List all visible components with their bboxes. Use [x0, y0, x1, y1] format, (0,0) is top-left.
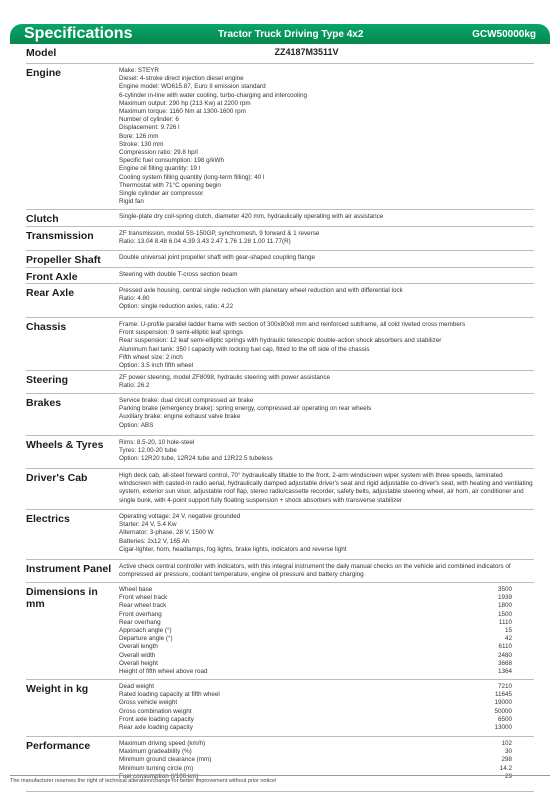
spec-line: Specific fuel consumption: 198 g/kWh: [119, 157, 225, 165]
dimensions-item-name: Overall height: [119, 659, 158, 667]
weight-item-value: 11645: [494, 691, 512, 699]
spec-content-propeller: [119, 254, 534, 267]
spec-label-performance: Performance: [26, 740, 91, 752]
performance-item-name: Maximum driving speed (km/h): [119, 740, 206, 747]
dimensions-item-value: 1364: [497, 668, 512, 676]
performance-item: [119, 756, 534, 764]
dimensions-item-value: 42: [504, 635, 512, 643]
spec-line: Diesel: 4-stroke direct injection diesel engine: [119, 75, 244, 83]
dimensions-item: [119, 586, 534, 594]
spec-content-clutch: [119, 213, 534, 226]
spec-line: Rims: 8.5-20, 10 hole-steel: [119, 439, 195, 446]
spec-row-chassis: [26, 318, 534, 371]
spec-row-electrics: [26, 510, 534, 560]
gcw-code: GCW50000kg: [472, 28, 536, 40]
spec-content-electrics: [119, 513, 534, 559]
spec-line: Fifth wheel size: 2 inch: [119, 353, 183, 361]
dimensions-item: [119, 652, 534, 660]
spec-line: Ratio: 13.04 8.48 6.04 4.39 3.43 2.47 1.76 1.28 1.00 11.77(R): [119, 238, 291, 246]
spec-content-cab: [119, 472, 534, 509]
spec-line: Ratio: 26.2: [119, 382, 150, 390]
spec-row-wheels: [26, 436, 534, 469]
dimensions-item-name: Front overhang: [119, 610, 162, 618]
weight-item-name: Gross combination weight: [119, 707, 192, 715]
spec-content-steering: [119, 374, 534, 393]
spec-line: Compression ratio: 29.8 hp/l: [119, 149, 198, 157]
spec-line: Ratio: 4.80: [119, 295, 150, 303]
spec-label-engine: Engine: [26, 67, 62, 79]
spec-line: Option: 12R20 tube, 12R24 tube and 12R22.5 tubeless: [119, 455, 273, 463]
spec-line: Tyres: 12.00-20 tube: [119, 447, 177, 455]
weight-item-value: 13000: [494, 724, 512, 732]
spec-content-rear_axle: [119, 287, 534, 317]
spec-row-weight: [26, 680, 534, 737]
spec-content-engine: [119, 67, 534, 209]
performance-item-name: Minimum turning circle (m): [119, 764, 194, 772]
spec-line: Option: single reduction axles, ratio: 4.22: [119, 303, 234, 311]
spec-label-rear_axle: Rear Axle: [26, 287, 75, 299]
spec-line: Make: STEYR: [119, 67, 159, 74]
spec-content-front_axle: [119, 271, 534, 283]
spec-row-dimensions: [26, 583, 534, 680]
spec-row-clutch: [26, 210, 534, 227]
spec-row-engine: [26, 64, 534, 210]
spec-line: Displacement: 9.726 l: [119, 124, 180, 132]
performance-item-name: Minimum ground clearance (mm): [119, 756, 212, 764]
performance-item-value: 102: [501, 740, 512, 747]
weight-item-name: Dead weight: [119, 683, 155, 690]
spec-label-clutch: Clutch: [26, 213, 59, 225]
spec-line: Frame: U-profile parallel ladder frame with section of 300x80x8 mm and reinforced subframe, all cold riveted cross members: [119, 321, 466, 328]
spec-label-dimensions: Dimensions in mm: [26, 586, 98, 610]
weight-item: [119, 724, 534, 732]
dimensions-item-name: Rear wheel track: [119, 602, 167, 610]
spec-line: Batteries: 2x12 V, 165 Ah: [119, 537, 190, 545]
spec-row-cab: [26, 469, 534, 510]
weight-item-name: Front axle loading capacity: [119, 715, 194, 723]
spec-content-weight: [119, 683, 534, 736]
dimensions-item: [119, 668, 534, 676]
spec-line: Rigid fan: [119, 198, 144, 206]
spec-table: [26, 44, 534, 792]
dimensions-item-value: 1500: [497, 610, 512, 618]
spec-label-electrics: Electrics: [26, 513, 70, 525]
dimensions-item-name: Overall length: [119, 643, 158, 651]
spec-row-front_axle: [26, 268, 534, 284]
spec-line: Cigar-lighter, horn, headlamps, fog lights, brake lights, indicators and reverse light: [119, 545, 347, 553]
performance-item-value: 29: [504, 772, 512, 780]
dimensions-item-value: 2480: [497, 651, 512, 659]
dimensions-item-name: Departure angle (°): [119, 635, 173, 643]
spec-line: Engine model: WD615.87, Euro II emission standard: [119, 83, 266, 91]
dimensions-item: [119, 635, 534, 643]
spec-line: Stroke: 130 mm: [119, 140, 164, 148]
spec-line: Thermostat with 71°C opening begin: [119, 181, 221, 189]
spec-label-chassis: Chassis: [26, 321, 67, 333]
weight-item: [119, 683, 534, 691]
spec-line: Maximum output: 290 hp (213 Kw) at 2200 rpm: [119, 99, 251, 107]
weight-item: [119, 716, 534, 724]
weight-item-value: 6500: [497, 715, 512, 723]
weight-item-value: 7210: [497, 683, 512, 690]
weight-item-name: Gross vehicle weight: [119, 699, 178, 707]
dimensions-item-value: 3668: [497, 659, 512, 667]
spec-label-wheels: Wheels & Tyres: [26, 439, 104, 451]
performance-item-name: Maximum gradeability (%): [119, 748, 192, 756]
spec-line: Maximum torque: 1160 Nm at 1300-1600 rpm: [119, 108, 246, 116]
spec-line: ZF power steering, model ZF8098, hydraulic steering with power assistance: [119, 374, 331, 381]
dimensions-item: [119, 602, 534, 610]
spec-row-instrument: [26, 560, 534, 583]
spec-line: Alternator: 3-phase, 28 V, 1500 W: [119, 529, 214, 537]
spec-line: Aluminum fuel tank: 350 l capacity with locking fuel cap, fitted to the off side of the chassis: [119, 345, 370, 353]
spec-label-transmission: Transmission: [26, 230, 94, 242]
weight-item: [119, 691, 534, 699]
spec-content-chassis: [119, 321, 534, 370]
dimensions-item: [119, 660, 534, 668]
spec-line: Operating voltage: 24 V, negative grounded: [119, 513, 241, 520]
spec-line: Front suspension: 9 semi-elliptic leaf springs: [119, 329, 243, 337]
spec-content-brakes: [119, 397, 534, 435]
dimensions-item-value: 1110: [498, 618, 512, 626]
spec-line: Steering with double T-cross section beam: [119, 271, 238, 278]
spec-line: Auxiliary brake: engine exhaust valve brake: [119, 413, 241, 421]
page-subtitle: Tractor Truck Driving Type 4x2: [218, 28, 364, 40]
spec-line: Pressed axle housing, central single reduction with planetary wheel reduction and with differential lock: [119, 287, 403, 294]
weight-item: [119, 699, 534, 707]
footer-note: The manufacturer reserves the right of technical alteration/change for better improvement without prior notice!: [10, 775, 550, 784]
dimensions-item: [119, 594, 534, 602]
performance-item-value: 30: [504, 748, 512, 756]
dimensions-item: [119, 627, 534, 635]
spec-row-transmission: [26, 227, 534, 251]
dimensions-item-value: 1800: [497, 602, 512, 610]
spec-line: Single cylinder air compressor: [119, 190, 204, 198]
dimensions-item-name: Front wheel track: [119, 594, 168, 602]
spec-label-cab: Driver's Cab: [26, 472, 88, 484]
spec-label-instrument: Instrument Panel: [26, 563, 112, 575]
performance-item-value: 14.2: [499, 764, 512, 772]
model-value: ZZ4187M3511V: [274, 47, 339, 57]
spec-row-propeller: [26, 251, 534, 268]
spec-line: Double universal joint propeller shaft with gear-shaped coupling flange: [119, 254, 316, 261]
weight-item: [119, 708, 534, 716]
model-row: [26, 44, 534, 64]
performance-item: [119, 740, 534, 748]
dimensions-item-value: 1939: [497, 594, 512, 602]
performance-item: [119, 765, 534, 773]
dimensions-item: [119, 611, 534, 619]
dimensions-item-name: Overall width: [119, 651, 156, 659]
spec-content-dimensions: [119, 586, 534, 679]
model-label: Model: [26, 47, 57, 59]
dimensions-item-value: 6110: [498, 643, 512, 651]
spec-row-steering: [26, 371, 534, 394]
spec-line: Bore: 126 mm: [119, 132, 159, 140]
spec-content-transmission: [119, 230, 534, 250]
spec-label-weight: Weight in kg: [26, 683, 89, 695]
spec-paragraph: High deck cab, all-steel forward control, 70° hydraulically tiltable to the front, 2-arm windscreen wiper system with three speeds, laminated windscreen with casted-in radio aerial, hydraulically damped adjustable driver's seat and rigid adjustable co-driver's seat, with heating and ventilating system, exterior sun visor, adjustable roof flap, stereo radio/cassette recorder, safety belts, adjustable steering wheel, air horn, air conditioner and single bunk, with 4-point support fully floating suspension + shock absorbers with transverse stabilizer: [119, 472, 533, 504]
weight-item-value: 50000: [494, 707, 512, 715]
dimensions-item-value: 15: [504, 627, 512, 635]
performance-item-name: Fuel consumption (l/100 km): [119, 772, 199, 780]
spec-row-rear_axle: [26, 284, 534, 318]
spec-line: 6-cylinder in-line with water cooling, turbo-charging and intercooling: [119, 91, 307, 99]
performance-item-value: 298: [501, 756, 512, 764]
spec-line: Cooling system filling quantity (long-term filling): 40 l: [119, 173, 265, 181]
spec-line: Option: 3.5 inch fifth wheel: [119, 362, 194, 370]
dimensions-item-name: Rear overhang: [119, 618, 161, 626]
weight-item-name: Rated loading capacity at fifth wheel: [119, 691, 220, 699]
spec-line: Single-plate dry coil-spring clutch, diameter 420 mm, hydraulically operating with air assistance: [119, 213, 384, 220]
spec-paragraph: Active check central controller with indicators, with this integral instrument the daily manual checks on the vehicle and combined indicators of compressed air pressure, coolant temperature, engine oil pressure and battery charging: [119, 563, 511, 579]
dimensions-item-name: Height of fifth wheel above road: [119, 668, 208, 676]
dimensions-item-name: Wheel base: [119, 586, 153, 593]
spec-label-steering: Steering: [26, 374, 69, 386]
performance-item: [119, 748, 534, 756]
spec-line: Engine oil filling quantity: 19 l: [119, 165, 201, 173]
spec-line: Service brake: dual circuit compressed air brake: [119, 397, 254, 404]
page-title: Specifications: [24, 25, 133, 42]
spec-line: ZF transmission, model 5S-150GP, synchromesh, 9 forward & 1 reverse: [119, 230, 320, 237]
spec-content-wheels: [119, 439, 534, 468]
dimensions-item-name: Approach angle (°): [119, 627, 172, 635]
spec-line: Rear suspension: 12 leaf semi-elliptic springs with hydraulic telescopic double-action shock absorbers and stabilizer: [119, 337, 442, 345]
spec-header-bar: [10, 24, 550, 44]
weight-item-name: Rear axle loading capacity: [119, 724, 193, 732]
dimensions-item-value: 3500: [497, 586, 512, 593]
spec-label-brakes: Brakes: [26, 397, 62, 409]
spec-row-brakes: [26, 394, 534, 436]
spec-line: Number of cylinder: 6: [119, 116, 179, 124]
spec-line: Option: ABS: [119, 421, 154, 429]
spec-label-propeller: Propeller Shaft: [26, 254, 101, 266]
dimensions-item: [119, 619, 534, 627]
spec-label-front_axle: Front Axle: [26, 271, 78, 283]
spec-line: Starter: 24 V, 5.4 Kw: [119, 521, 177, 529]
dimensions-item: [119, 643, 534, 651]
spec-line: Parking brake (emergency brake): spring energy, compressed air operating on rear wheels: [119, 405, 372, 413]
weight-item-value: 19000: [494, 699, 512, 707]
spec-content-instrument: [119, 563, 534, 582]
